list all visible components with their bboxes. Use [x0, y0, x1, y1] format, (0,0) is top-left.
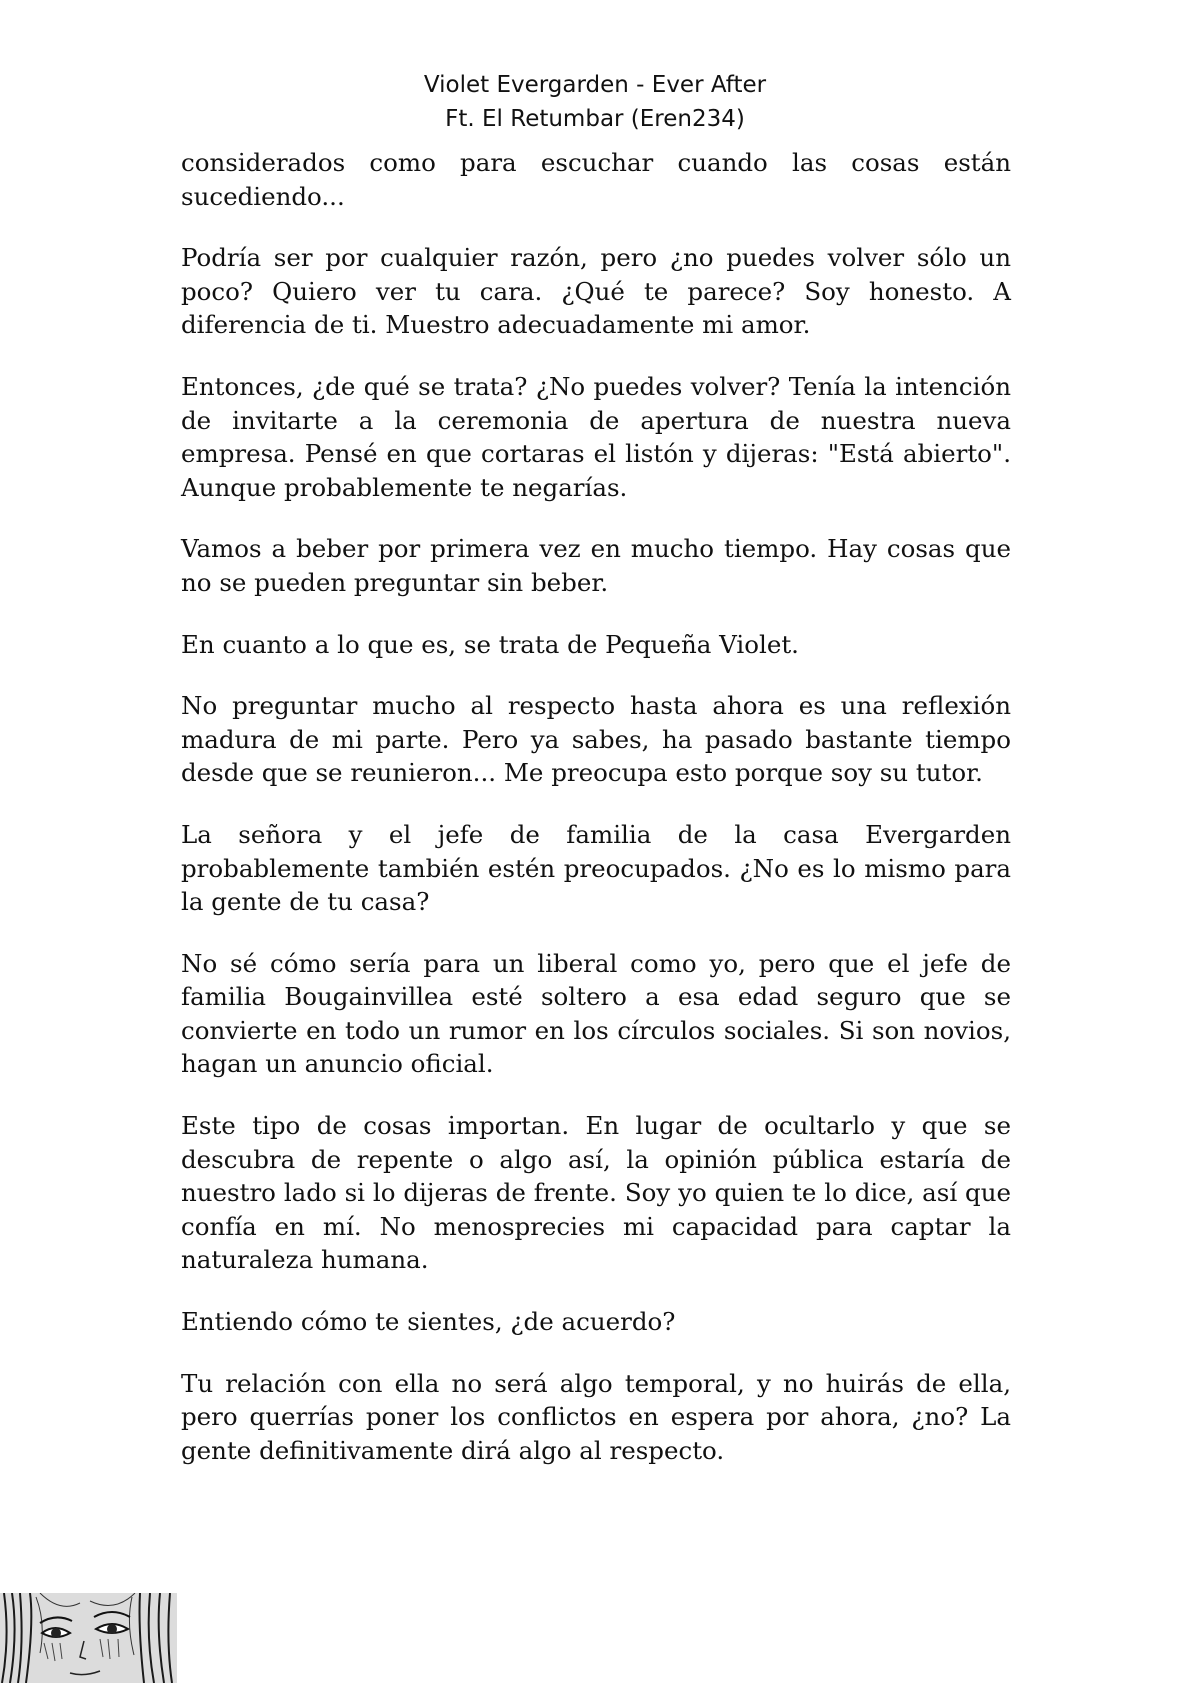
- paragraph: Entonces, ¿de qué se trata? ¿No puedes volver? Tenía la intención de invitarte a la ceremonia de apertura de nuestra nueva empresa. Pensé en que cortaras el listón y dijeras: "Está abierto". Aunque probablemente te negarías.: [181, 371, 1011, 502]
- paragraph: Entiendo cómo te sientes, ¿de acuerdo?: [181, 1307, 676, 1337]
- paragraph: En cuanto a lo que es, se trata de Pequeña Violet.: [181, 629, 799, 659]
- corner-illustration: [0, 1593, 177, 1683]
- paragraph: No sé cómo sería para un liberal como yo, pero que el jefe de familia Bougainvillea esté soltero a esa edad seguro que se convierte en todo un rumor en los círculos sociales. Si son novios, hagan un anuncio oficial.: [181, 948, 1011, 1079]
- paragraph: considerados como para escuchar cuando las cosas están sucediendo...: [181, 148, 1011, 211]
- paragraph: La señora y el jefe de familia de la casa Evergarden probablemente también estén preocupados. ¿No es lo mismo para la gente de tu casa?: [181, 819, 1011, 917]
- paragraph: Tu relación con ella no será algo temporal, y no huirás de ella, pero querrías poner los conflictos en espera por ahora, ¿no? La gente definitivamente dirá algo al respecto.: [181, 1368, 1011, 1465]
- document-title: Violet Evergarden - Ever After: [423, 72, 767, 98]
- manga-portrait-icon: [0, 1593, 177, 1683]
- paragraph: Vamos a beber por primera vez en mucho tiempo. Hay cosas que no se pueden preguntar sin beber.: [181, 534, 1011, 597]
- document-body: [181, 146, 1011, 1495]
- page-header: [0, 68, 1190, 136]
- paragraph: Este tipo de cosas importan. En lugar de ocultarlo y que se descubra de repente o algo así, la opinión pública estaría de nuestro lado si lo dijeras de frente. Soy yo quien te lo dice, así que confía en mí. No menosprecies mi capacidad para captar la naturaleza humana.: [181, 1111, 1011, 1275]
- paragraph: Podría ser por cualquier razón, pero ¿no puedes volver sólo un poco? Quiero ver tu cara. ¿Qué te parece? Soy honesto. A diferencia de ti. Muestro adecuadamente mi amor.: [181, 243, 1011, 340]
- paragraph: No preguntar mucho al respecto hasta ahora es una reflexión madura de mi parte. Pero ya sabes, ha pasado bastante tiempo desde que se reunieron... Me preocupa esto porque soy su tutor.: [181, 691, 1011, 788]
- document-credit: Ft. El Retumbar (Eren234): [445, 106, 745, 132]
